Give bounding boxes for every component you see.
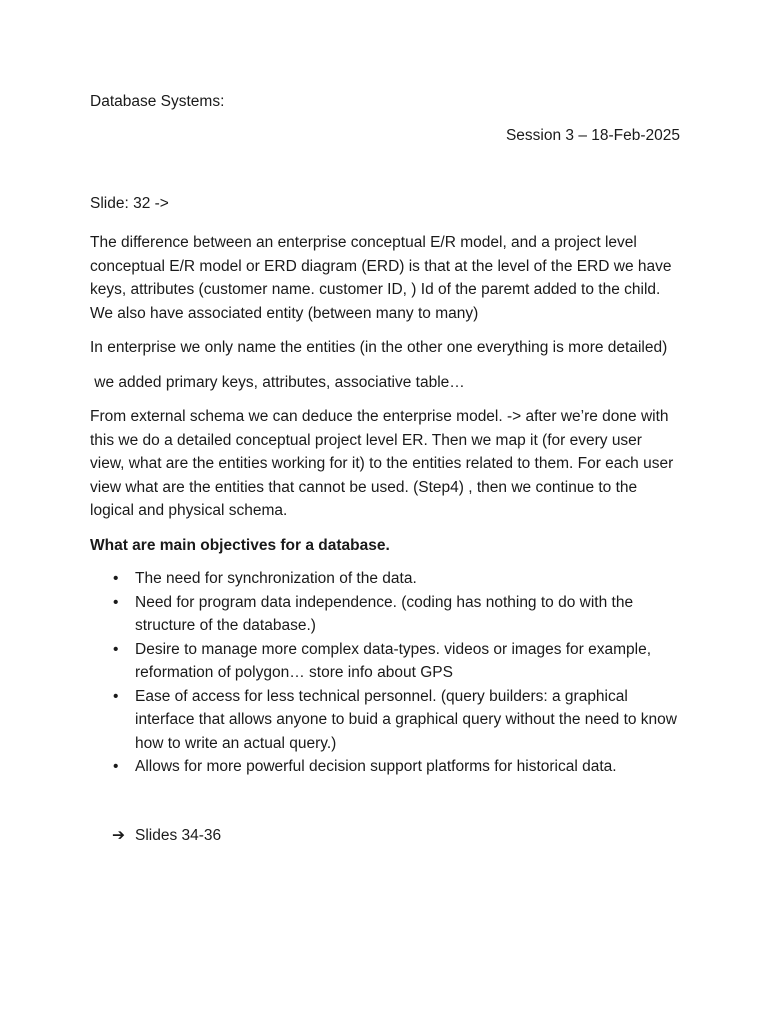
- list-item: [90, 685, 680, 756]
- list-item: [90, 567, 680, 591]
- paragraph: we added primary keys, attributes, associative table…: [90, 373, 465, 391]
- list-item: [90, 591, 680, 638]
- list-item-text: Ease of access for less technical personnel. (query builders: a graphical interface that allows anyone to buid a graphical query without the need to know how to write an actual query.): [135, 687, 677, 752]
- list-item-text: Allows for more powerful decision support platforms for historical data.: [135, 758, 617, 775]
- slides-reference: [90, 824, 680, 848]
- list-item: [90, 638, 680, 685]
- bullet-icon: •: [113, 593, 119, 611]
- paragraph: The difference between an enterprise conceptual E/R model, and a project level conceptual E/R model or ERD diagram (ERD) is that at the level of the ERD we have keys, attributes (customer name. customer ID, ) Id of the paremt added to the child. We also have associated entity (between many to many): [90, 234, 672, 322]
- arrow-right-icon: ➔: [112, 826, 125, 844]
- list-item-text: Need for program data independence. (coding has nothing to do with the structure of the database.): [135, 593, 634, 634]
- objectives-list: [90, 567, 680, 779]
- paragraph: In enterprise we only name the entities (in the other one everything is more detailed): [90, 339, 668, 356]
- list-item-text: Desire to manage more complex data-types. videos or images for example, reformation of polygon… store info about GPS: [135, 640, 652, 681]
- document-page: [90, 90, 680, 847]
- paragraph: From external schema we can deduce the enterprise model. -> after we’re done with this we do a detailed conceptual project level ER. Then we map it (for every user view, what are the entities working for it) to the entities related to them. For each user view what are the entities that cannot be used. (Step4) , then we continue to the logical and physical schema.: [90, 408, 674, 519]
- bullet-icon: •: [113, 687, 119, 705]
- section-heading: What are main objectives for a database.: [90, 536, 390, 554]
- list-item: [90, 755, 680, 779]
- bullet-icon: •: [113, 570, 119, 587]
- slides-reference-text: Slides 34-36: [135, 826, 222, 844]
- bullet-icon: •: [113, 758, 119, 775]
- document-title: Database Systems:: [90, 93, 225, 110]
- bullet-icon: •: [113, 640, 119, 658]
- slide-reference: Slide: 32 ->: [90, 195, 169, 212]
- session-date: Session 3 – 18-Feb-2025: [505, 126, 680, 144]
- list-item-text: The need for synchronization of the data.: [135, 570, 417, 587]
